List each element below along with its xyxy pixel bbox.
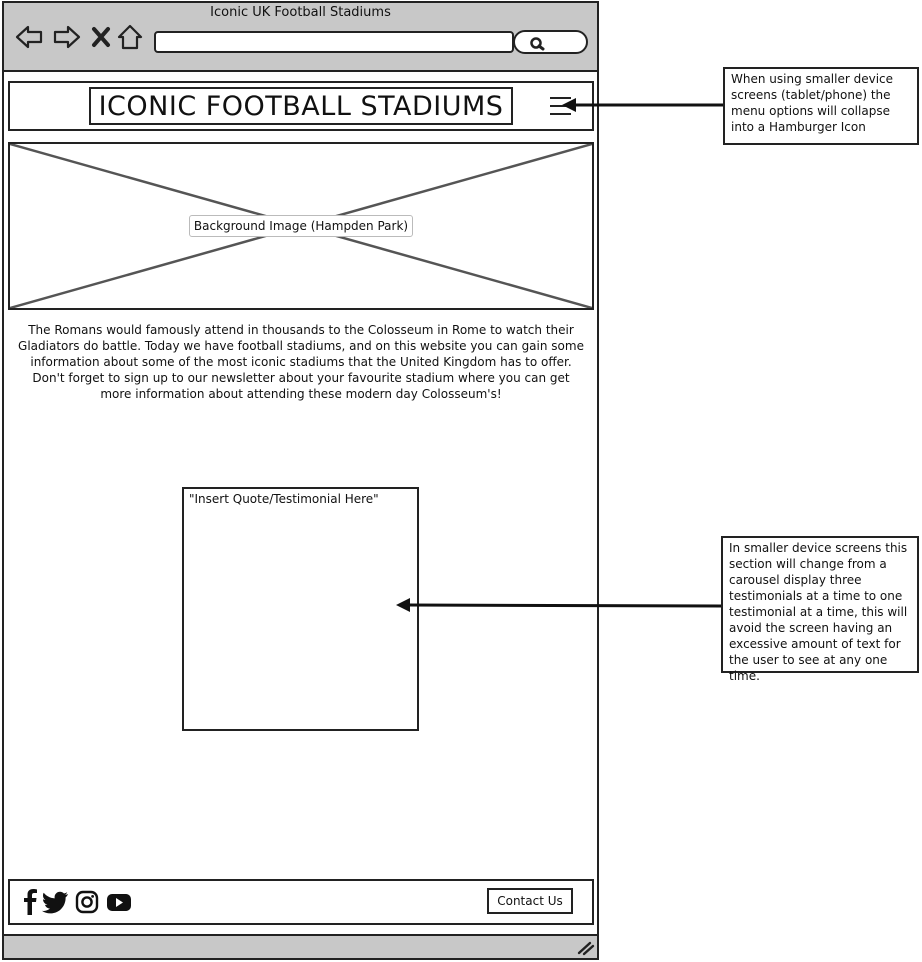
hero-image-label: Background Image (Hampden Park) xyxy=(189,215,413,237)
testimonial-placeholder: "Insert Quote/Testimonial Here" xyxy=(189,492,379,506)
intro-paragraph: The Romans would famously attend in thousands to the Colosseum in Rome to watch their Gladiators do battle. Today we have football stadiums, and on this website you can gain some information about some of the most iconic stadiums that the United Kingdom has to offer. Don't forget to sign up to our newsletter about your favourite stadium where you can get more information about attending these modern day Colosseum's! xyxy=(18,323,584,401)
site-title[interactable]: ICONIC FOOTBALL STADIUMS xyxy=(89,87,513,125)
carousel-note-arrow xyxy=(394,593,724,617)
window-title: Iconic UK Football Stadiums xyxy=(210,5,391,20)
forward-arrow-icon[interactable] xyxy=(52,22,82,52)
instagram-icon[interactable] xyxy=(75,888,99,916)
menu-annotation-note: When using smaller device screens (tablet/phone) the menu options will collapse into a Hamburger Icon xyxy=(723,67,919,145)
url-bar[interactable] xyxy=(154,31,514,53)
back-arrow-icon[interactable] xyxy=(14,22,44,52)
testimonial-carousel[interactable] xyxy=(182,487,419,731)
carousel-annotation-note: In smaller device screens this section will change from a carousel display three testimonials at a time to one testimonial at a time, this will avoid the screen having an excessive amount of text for the user to see at any one time. xyxy=(721,536,919,673)
search-box[interactable] xyxy=(513,30,588,54)
contact-us-button[interactable]: Contact Us xyxy=(487,888,573,914)
home-icon[interactable] xyxy=(116,22,146,52)
facebook-icon[interactable] xyxy=(22,888,38,916)
menu-note-arrow xyxy=(560,95,730,117)
twitter-icon[interactable] xyxy=(42,888,70,916)
browser-status-bar xyxy=(2,934,599,960)
youtube-icon[interactable] xyxy=(106,888,132,916)
resize-grip-icon[interactable] xyxy=(577,940,595,960)
